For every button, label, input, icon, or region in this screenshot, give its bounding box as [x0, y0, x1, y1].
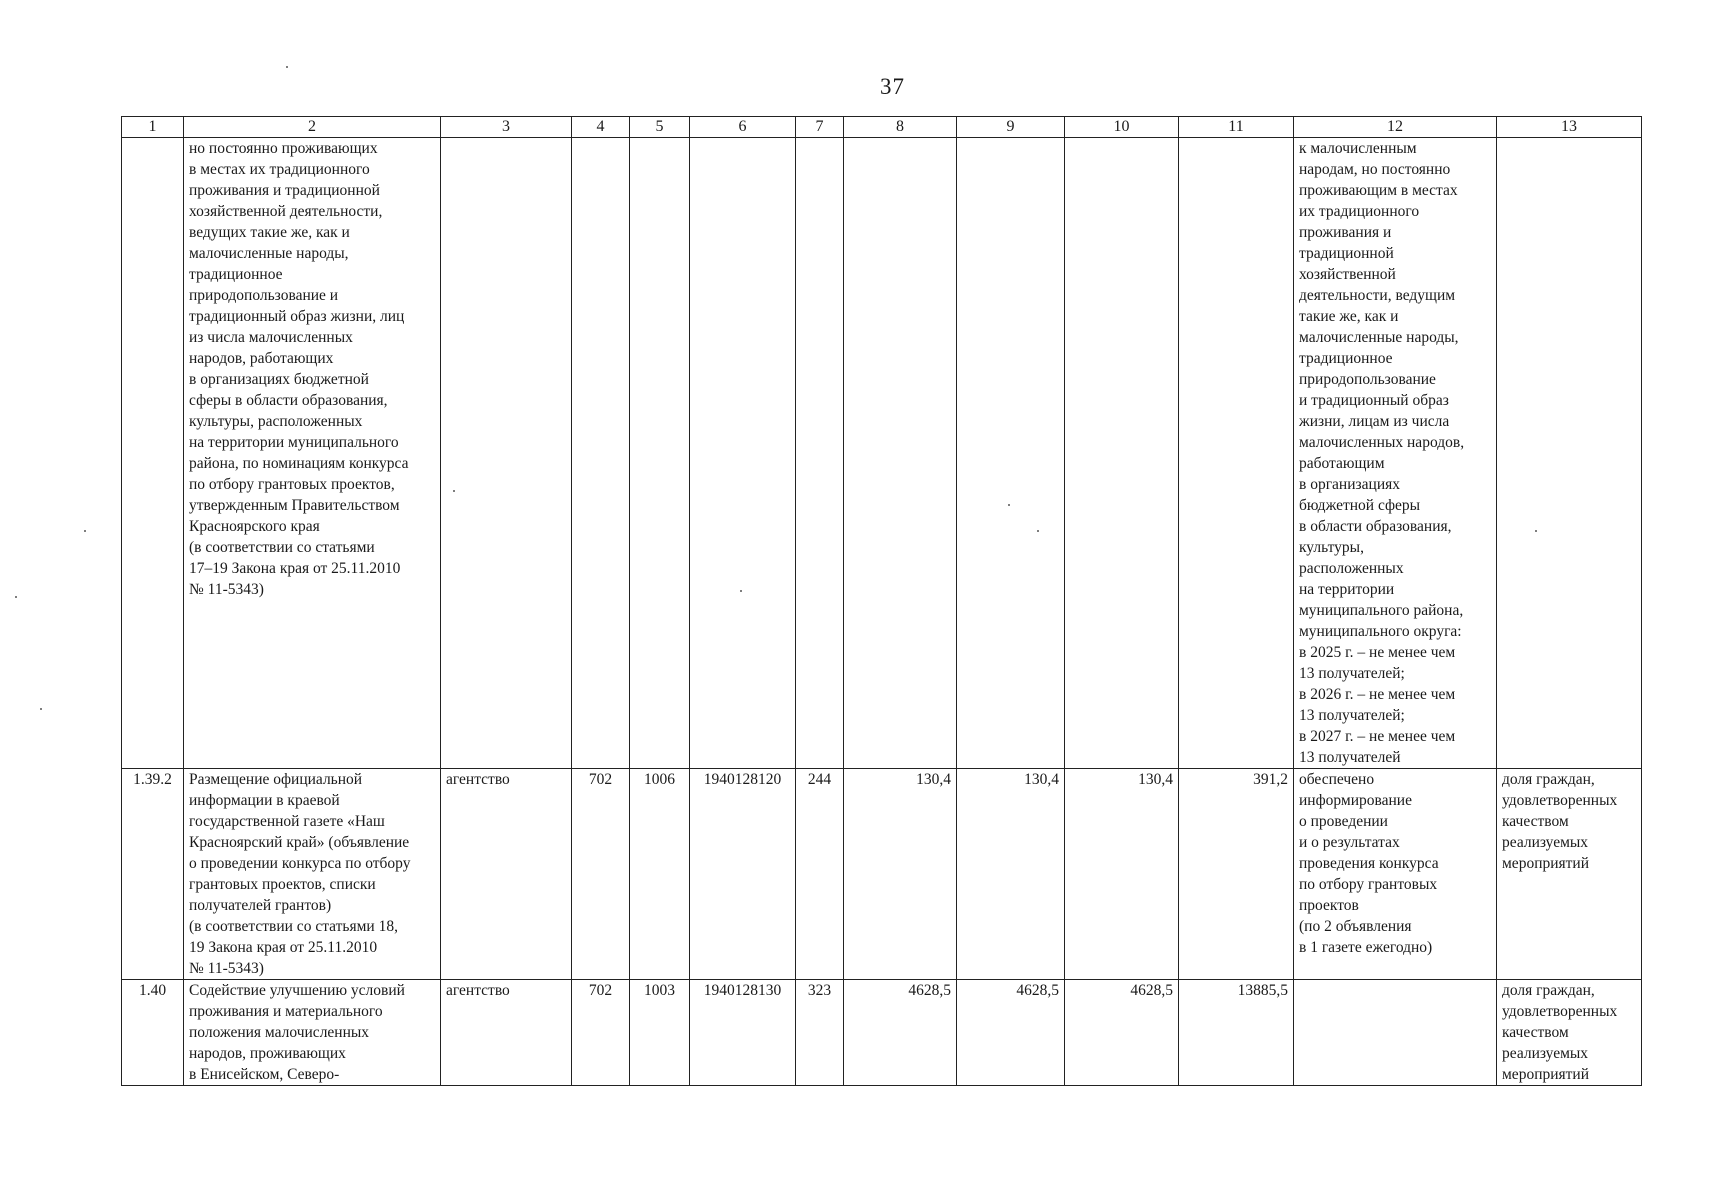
cell-vr	[796, 138, 844, 769]
scan-speck	[1008, 504, 1010, 506]
scan-speck	[40, 708, 42, 710]
column-header-2: 2	[184, 117, 441, 138]
cell-expected-result	[1294, 980, 1497, 1086]
cell-executor	[441, 138, 572, 769]
table-row-continuation	[122, 138, 1642, 769]
cell-csr: 1940128120	[690, 769, 796, 980]
cell-2027: 130,4	[1065, 769, 1179, 980]
cell-2027	[1065, 138, 1179, 769]
cell-2026	[957, 138, 1065, 769]
scan-speck	[453, 490, 455, 492]
cell-rzpr: 1003	[630, 980, 690, 1086]
cell-total: 391,2	[1179, 769, 1294, 980]
column-header-9: 9	[957, 117, 1065, 138]
cell-total: 13885,5	[1179, 980, 1294, 1086]
cell-indicator	[1497, 138, 1642, 769]
scan-speck	[286, 66, 288, 68]
table-row-1-39-2	[122, 769, 1642, 980]
column-header-1: 1	[122, 117, 184, 138]
cell-2026: 4628,5	[957, 980, 1065, 1086]
column-header-10: 10	[1065, 117, 1179, 138]
cell-2025: 4628,5	[844, 980, 957, 1086]
cell-expected-result: к малочисленным народам, но постоянно проживающим в местах их традиционного проживания и традиционной хозяйственной деятельности, ведущим такие же, как и малочисленные народы, традиционное природопользование и традиционный образ жизни, лицам из числа малочисленных народов, работающим в организациях бюджетной сферы в области образования, культуры, расположенных на территории муниципального района, муниципального округа: в 2025 г. – не менее чем 13 получателей; в 2026 г. – не менее чем 13 получателей; в 2027 г. – не менее чем 13 получателей	[1294, 138, 1497, 769]
column-header-6: 6	[690, 117, 796, 138]
cell-measure-name: но постоянно проживающих в местах их традиционного проживания и традиционной хозяйственной деятельности, ведущих такие же, как и малочисленные народы, традиционное природопользование и традиционный образ жизни, лиц из числа малочисленных народов, работающих в организациях бюджетной сферы в области образования, культуры, расположенных на территории муниципального района, по номинациям конкурса по отбору грантовых проектов, утвержденным Правительством Красноярского края (в соответствии со статьями 17–19 Закона края от 25.11.2010 № 11-5343)	[184, 138, 441, 769]
cell-number: 1.39.2	[122, 769, 184, 980]
cell-csr	[690, 138, 796, 769]
cell-number: 1.40	[122, 980, 184, 1086]
cell-indicator: доля граждан, удовлетворенных качеством реализуемых мероприятий	[1497, 980, 1642, 1086]
scan-speck	[15, 596, 17, 598]
cell-indicator: доля граждан, удовлетворенных качеством реализуемых мероприятий	[1497, 769, 1642, 980]
scan-speck	[84, 530, 86, 532]
cell-expected-result: обеспечено информирование о проведении и о результатах проведения конкурса по отбору грантовых проектов (по 2 объявления в 1 газете ежегодно)	[1294, 769, 1497, 980]
page-number: 37	[880, 74, 905, 99]
cell-vr: 244	[796, 769, 844, 980]
cell-executor: агентство	[441, 980, 572, 1086]
cell-2027: 4628,5	[1065, 980, 1179, 1086]
program-measures-table	[121, 116, 1642, 1086]
cell-rzpr: 1006	[630, 769, 690, 980]
cell-2026: 130,4	[957, 769, 1065, 980]
column-header-8: 8	[844, 117, 957, 138]
cell-number	[122, 138, 184, 769]
column-header-7: 7	[796, 117, 844, 138]
scan-speck	[1037, 530, 1039, 532]
cell-measure-name: Размещение официальной информации в краевой государственной газете «Наш Красноярский край» (объявление о проведении конкурса по отбору грантовых проектов, списки получателей грантов) (в соответствии со статьями 18, 19 Закона края от 25.11.2010 № 11-5343)	[184, 769, 441, 980]
cell-measure-name: Содействие улучшению условий проживания и материального положения малочисленных народов, проживающих в Енисейском, Северо-	[184, 980, 441, 1086]
column-header-3: 3	[441, 117, 572, 138]
column-header-12: 12	[1294, 117, 1497, 138]
column-header-11: 11	[1179, 117, 1294, 138]
cell-total	[1179, 138, 1294, 769]
cell-grbs: 702	[572, 980, 630, 1086]
cell-rzpr	[630, 138, 690, 769]
cell-csr: 1940128130	[690, 980, 796, 1086]
cell-grbs	[572, 138, 630, 769]
cell-2025	[844, 138, 957, 769]
column-header-13: 13	[1497, 117, 1642, 138]
cell-executor: агентство	[441, 769, 572, 980]
scan-speck	[740, 590, 742, 592]
column-header-5: 5	[630, 117, 690, 138]
column-number-header-row	[122, 117, 1642, 138]
column-header-4: 4	[572, 117, 630, 138]
cell-grbs: 702	[572, 769, 630, 980]
cell-vr: 323	[796, 980, 844, 1086]
table-row-1-40	[122, 980, 1642, 1086]
scan-speck	[1535, 530, 1537, 532]
cell-2025: 130,4	[844, 769, 957, 980]
